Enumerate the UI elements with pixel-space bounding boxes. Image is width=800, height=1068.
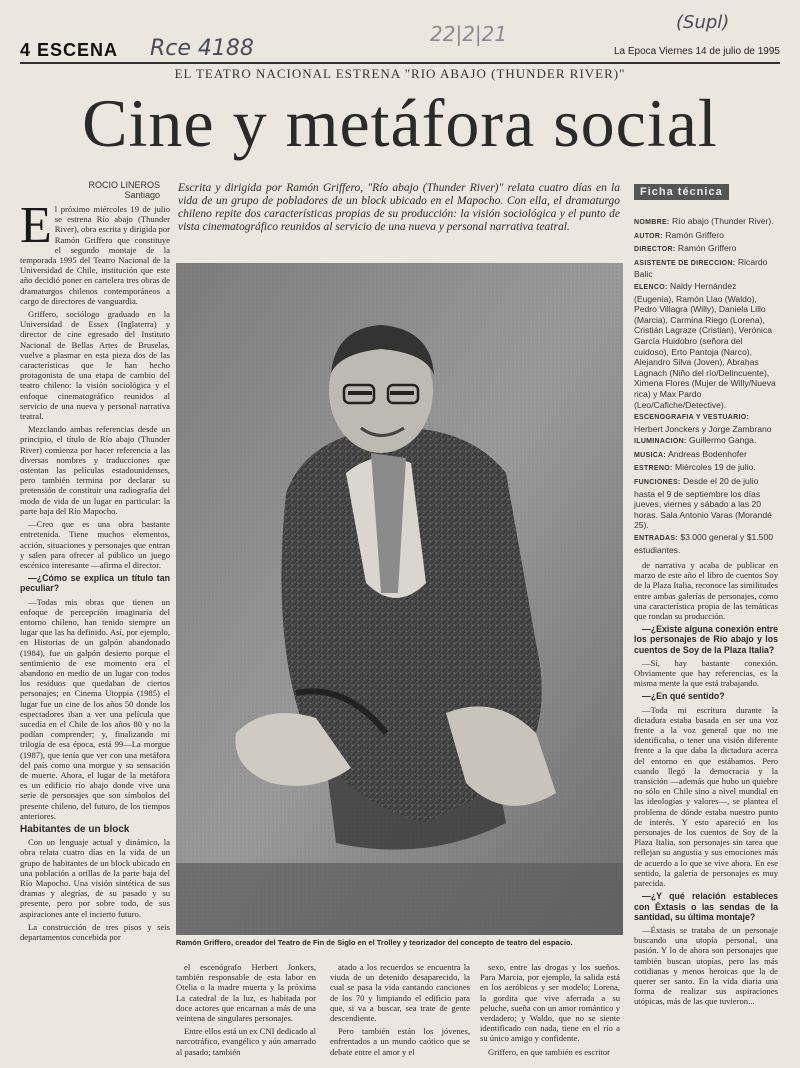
article-paragraph: de narrativa y acaba de publicar en marzo de este año el libro de cuentos Soy de la Plaza Italia, reconoce las similitudes entre ambas galerías de personajes, como una característica propia de las temáticas que rondan su producción.	[634, 560, 778, 622]
ficha-item: ELENCO: Naldy Hernández (Eugenia), Ramón Llao (Waldo), Pedro Villagra (Willy), Daniela Lillo (Marcia), Carmina Riego (Lorena), Cristián Lagraze (Cristian), Verónica García Huidobro (señora del cuidoso), Erto Pantoja (Narco), Alejandro Silva (Joven), Abrahas Lagnach (Niño del río/Delincuente), Ximena Flores (Mujer de Willy/Nueva rica) y Max Pardo (Leo/Cafiche/Detective).	[634, 280, 776, 410]
section-header	[20, 40, 118, 61]
byline	[20, 180, 160, 200]
article-paragraph: El próximo miércoles 19 de julio se estrena Río abajo (Thunder River), obra escrita y dirigida por Ramón Griffero que constituye el segundo montaje de la temporada 1995 del Teatro Nacional de la Universidad de Chile, institución que este año decidió poner en cartelera tres obras de dramaturgos chilenos contemporáneos a cargo de directores de vanguardia.	[20, 204, 170, 306]
interview-question: —¿En qué sentido?	[642, 691, 725, 702]
article-paragraph: —Éxtasis se trataba de un personaje buscando una utopía personal, una pasión. Y lo de ahora son personajes que también buscan utopías, pero las más cotidianas y menos heroicas que la de querer ser santo. En la vida diaria una forma de realizar sus aspiraciones utópicas, más de las que tuvieron...	[634, 924, 778, 1007]
article-column-1	[20, 204, 170, 1060]
ficha-tecnica	[634, 182, 778, 556]
handwritten-note: (Supl)	[676, 12, 730, 33]
article-paragraph: —Todas mis obras que tienen un enfoque de percepción imaginaria del entorno chileno, han tenido siempre un lugar que las ha definido. Así, por ejemplo, en Historias de un galpón abandonado (1984), fue un galpón desierto porque el sentimiento de ese momento era el abandono en medio de un lugar con todos los residuos que quedaban de ciertos personajes; en Cinema Utoppia (1985) el lugar fue un cine de los años 50 donde los espectadores iban a ver una película que sucedía en el Chile de los años 80 y no la podían comprender; y, finalizando mi trilogía de esa época, está 99—La morgue (1987), que tenía que ver con una metáfora del país como una morgue y su sensación de muerte. Ahora, el lugar de la metáfora es un edificio río abajo donde vive una serie de personajes que son símbolos del presente chileno, del futuro, de los tiempos anteriores.	[20, 596, 170, 821]
article-paragraph: —Sí, hay bastante conexión. Obviamente que hay referencias, es la misma mente la que está trabajando.	[634, 657, 778, 689]
header-rule	[20, 62, 780, 64]
ficha-item: AUTOR: Ramón Griffero	[634, 229, 724, 240]
ficha-item: DIRECTOR: Ramón Griffero	[634, 243, 737, 254]
article-column-2	[176, 962, 316, 1062]
article-paragraph: atado a los recuerdos se encuentra la viuda de un detenido desaparecido, la cual se pasa la vida cantando canciones de los 70 y limpiando el edificio para que, si va a buscar, sea trate de gente descendiente.	[330, 962, 470, 1024]
article-paragraph: Entre ellos está un ex CNI dedicado al narcotráfico, evangélico y aún amarrado al pasado; también	[176, 1026, 316, 1057]
handwritten-catalog-number: Rce 4188	[150, 36, 254, 61]
photo-caption: Ramón Griffero, creador del Teatro de Fin de Siglo en el Trolley y teorizador del concepto de teatro del espacio.	[176, 938, 573, 947]
article-column-4	[634, 560, 778, 1060]
article-column-3b	[480, 962, 620, 1062]
kicker: EL TEATRO NACIONAL ESTRENA "RIO ABAJO (THUNDER RIVER)"	[174, 66, 626, 81]
article-paragraph: Con un lenguaje actual y dinámico, la obra relata cuatro días en la vida de un grupo de habitantes de un block ubicado en una población a orillas de la parte baja del Río Mapocho. Una visión sintética de sus dramas y alegrías, de su pasado y su presente, pero por sobre todo, de sus aspiraciones ante el incierto futuro.	[20, 837, 170, 919]
portrait-photo	[176, 263, 623, 935]
article-paragraph: La construcción de tres pisos y seis departamentos concebida por	[20, 921, 170, 943]
ficha-item: ASISTENTE DE DIRECCION: Ricardo Balic	[634, 256, 768, 280]
publication-date: La Epoca Viernes 14 de julio de 1995	[613, 46, 780, 57]
article-paragraph: el escenógrafo Herbert Jonkers, también responsable de esta labor en Otelia o la madre muerta y la próxima La catedral de la luz, es habitada por doce actores que encarnan a más de una veintena de singulares personajes.	[176, 962, 316, 1024]
article-column-3	[330, 962, 470, 1062]
ficha-list	[634, 216, 778, 555]
handwritten-date: 22|2|21	[430, 22, 508, 46]
ficha-item: NOMBRE: Río abajo (Thunder River).	[634, 216, 774, 226]
ficha-item: ESTRENO: Miércoles 19 de julio.	[634, 462, 756, 473]
article-paragraph: Mezclando ambas referencias desde un principio, el título de Río abajo (Thunder River) comienza por hacer referencia a las diversas nombres y traducciones que ostentan las películas estadounidenses, pero también termina por declarar su pretensión de constituir una radiografía del modo de vida de un lugar en particular: la parte baja del Río Mapocho.	[20, 424, 170, 516]
ficha-item: MUSICA: Andreas Bodenhofer	[634, 448, 747, 459]
ficha-item: ILUMINACION: Guillermo Ganga.	[634, 435, 757, 446]
article-paragraph: Griffero, en que también es escritor	[488, 1046, 611, 1057]
deck: Escrita y dirigida por Ramón Griffero, "Río abajo (Thunder River)" relata cuatro días en la vida de un grupo de pobladores de un block ubicado en el Mapocho. Con ella, el dramaturgo chileno repite dos características propias de su producción: la visión sociológica y el punto de vista cinematográfico reunidos al servicio de una nueva y personal narrativa teatral.	[178, 182, 620, 233]
interview-question: —¿Y qué relación estableces con Éxtasis o las sendas de la santidad, su última montaje?	[634, 891, 778, 922]
interview-question: —¿Existe alguna conexión entre los personajes de Río abajo y los cuentos de Soy de la Plaza Italia?	[634, 624, 778, 655]
ficha-item: FUNCIONES: Desde el 20 de julio hasta el 9 de septiembre los días jueves, viernes y sábado a las 20 horas. Sala Antonio Varas (Morandé 25).	[634, 476, 772, 531]
article-paragraph: —Creo que es una obra bastante entretenida. Tiene muchos elementos, acción, situaciones y personajes que entran y salen para ofrecer al público un juego escénico interesante —afirma el director.	[20, 519, 170, 570]
ficha-item: ESCENOGRAFIA Y VESTUARIO: Herbert Jonckers y Jorge Zambrano	[634, 414, 772, 434]
article-paragraph: Griffero, sociólogo graduado en la Universidad de Essex (Inglaterra) y director de cine egresado del Instituto Nacional de Bellas Artes de Bruselas, vuelve a plasmar en esta pieza dos de las características que le han hecho protagonista de una etapa de cambio del teatro chileno: la visión sociológica y el enfoque cinematográfico reunidos al servicio de una nueva y personal narrativa teatral.	[20, 309, 170, 422]
drop-cap: E	[20, 204, 52, 254]
article-paragraph: sexo, entre las drogas y los sueños. Para Marcia, por ejemplo, la salida está en los aeróbicos y ser modelo; Lorena, la gordita que vive aferrada a su peluche, sueña con un amor romántico y verdadero; y Waldo, que no se siente identificado con nada, tiene en el río a su único amigo y confidente.	[480, 962, 620, 1044]
article-paragraph: —Toda mi escritura durante la dictadura estaba basada en ser una voz frente a la voz general que no me identificaba, o tener una visión diferente frente a la que daba la dictadura acerca del entorno en que estábamos. Pero cuando llegó la democracia y la transición —además que hubo un quiebre no sólo en Chile sino a nivel mundial en las ideologías y valores—, se plantea el problema de dónde estaba nuestro punto de interés. Y esto apareció en los personajes de los cuentos de Soy de la Plaza Italia, son personajes sin tarea que reflejan su angustia y sus emociones más de acuerdo a lo que se vive ahora. En ese sentido, la galería de personajes es muy parecida.	[634, 704, 778, 889]
page-number: 4	[20, 40, 32, 60]
interview-question: —¿Cómo se explica un título tan peculiar?	[20, 573, 170, 594]
ficha-title: Ficha técnica	[634, 184, 729, 200]
headline: Cine y metáfora social	[82, 85, 718, 161]
section-name: ESCENA	[37, 40, 119, 60]
ficha-item: ENTRADAS: $3.000 general y $1.500 estudiantes.	[634, 532, 774, 555]
byline-author: ROCIO LINEROS	[88, 180, 160, 190]
article-paragraph: Pero también están los jóvenes, enfrentados a un mundo caótico que se debate entre el amor y el	[330, 1026, 470, 1057]
byline-place: Santiago	[124, 190, 160, 200]
subhead: Habitantes de un block	[20, 823, 130, 835]
